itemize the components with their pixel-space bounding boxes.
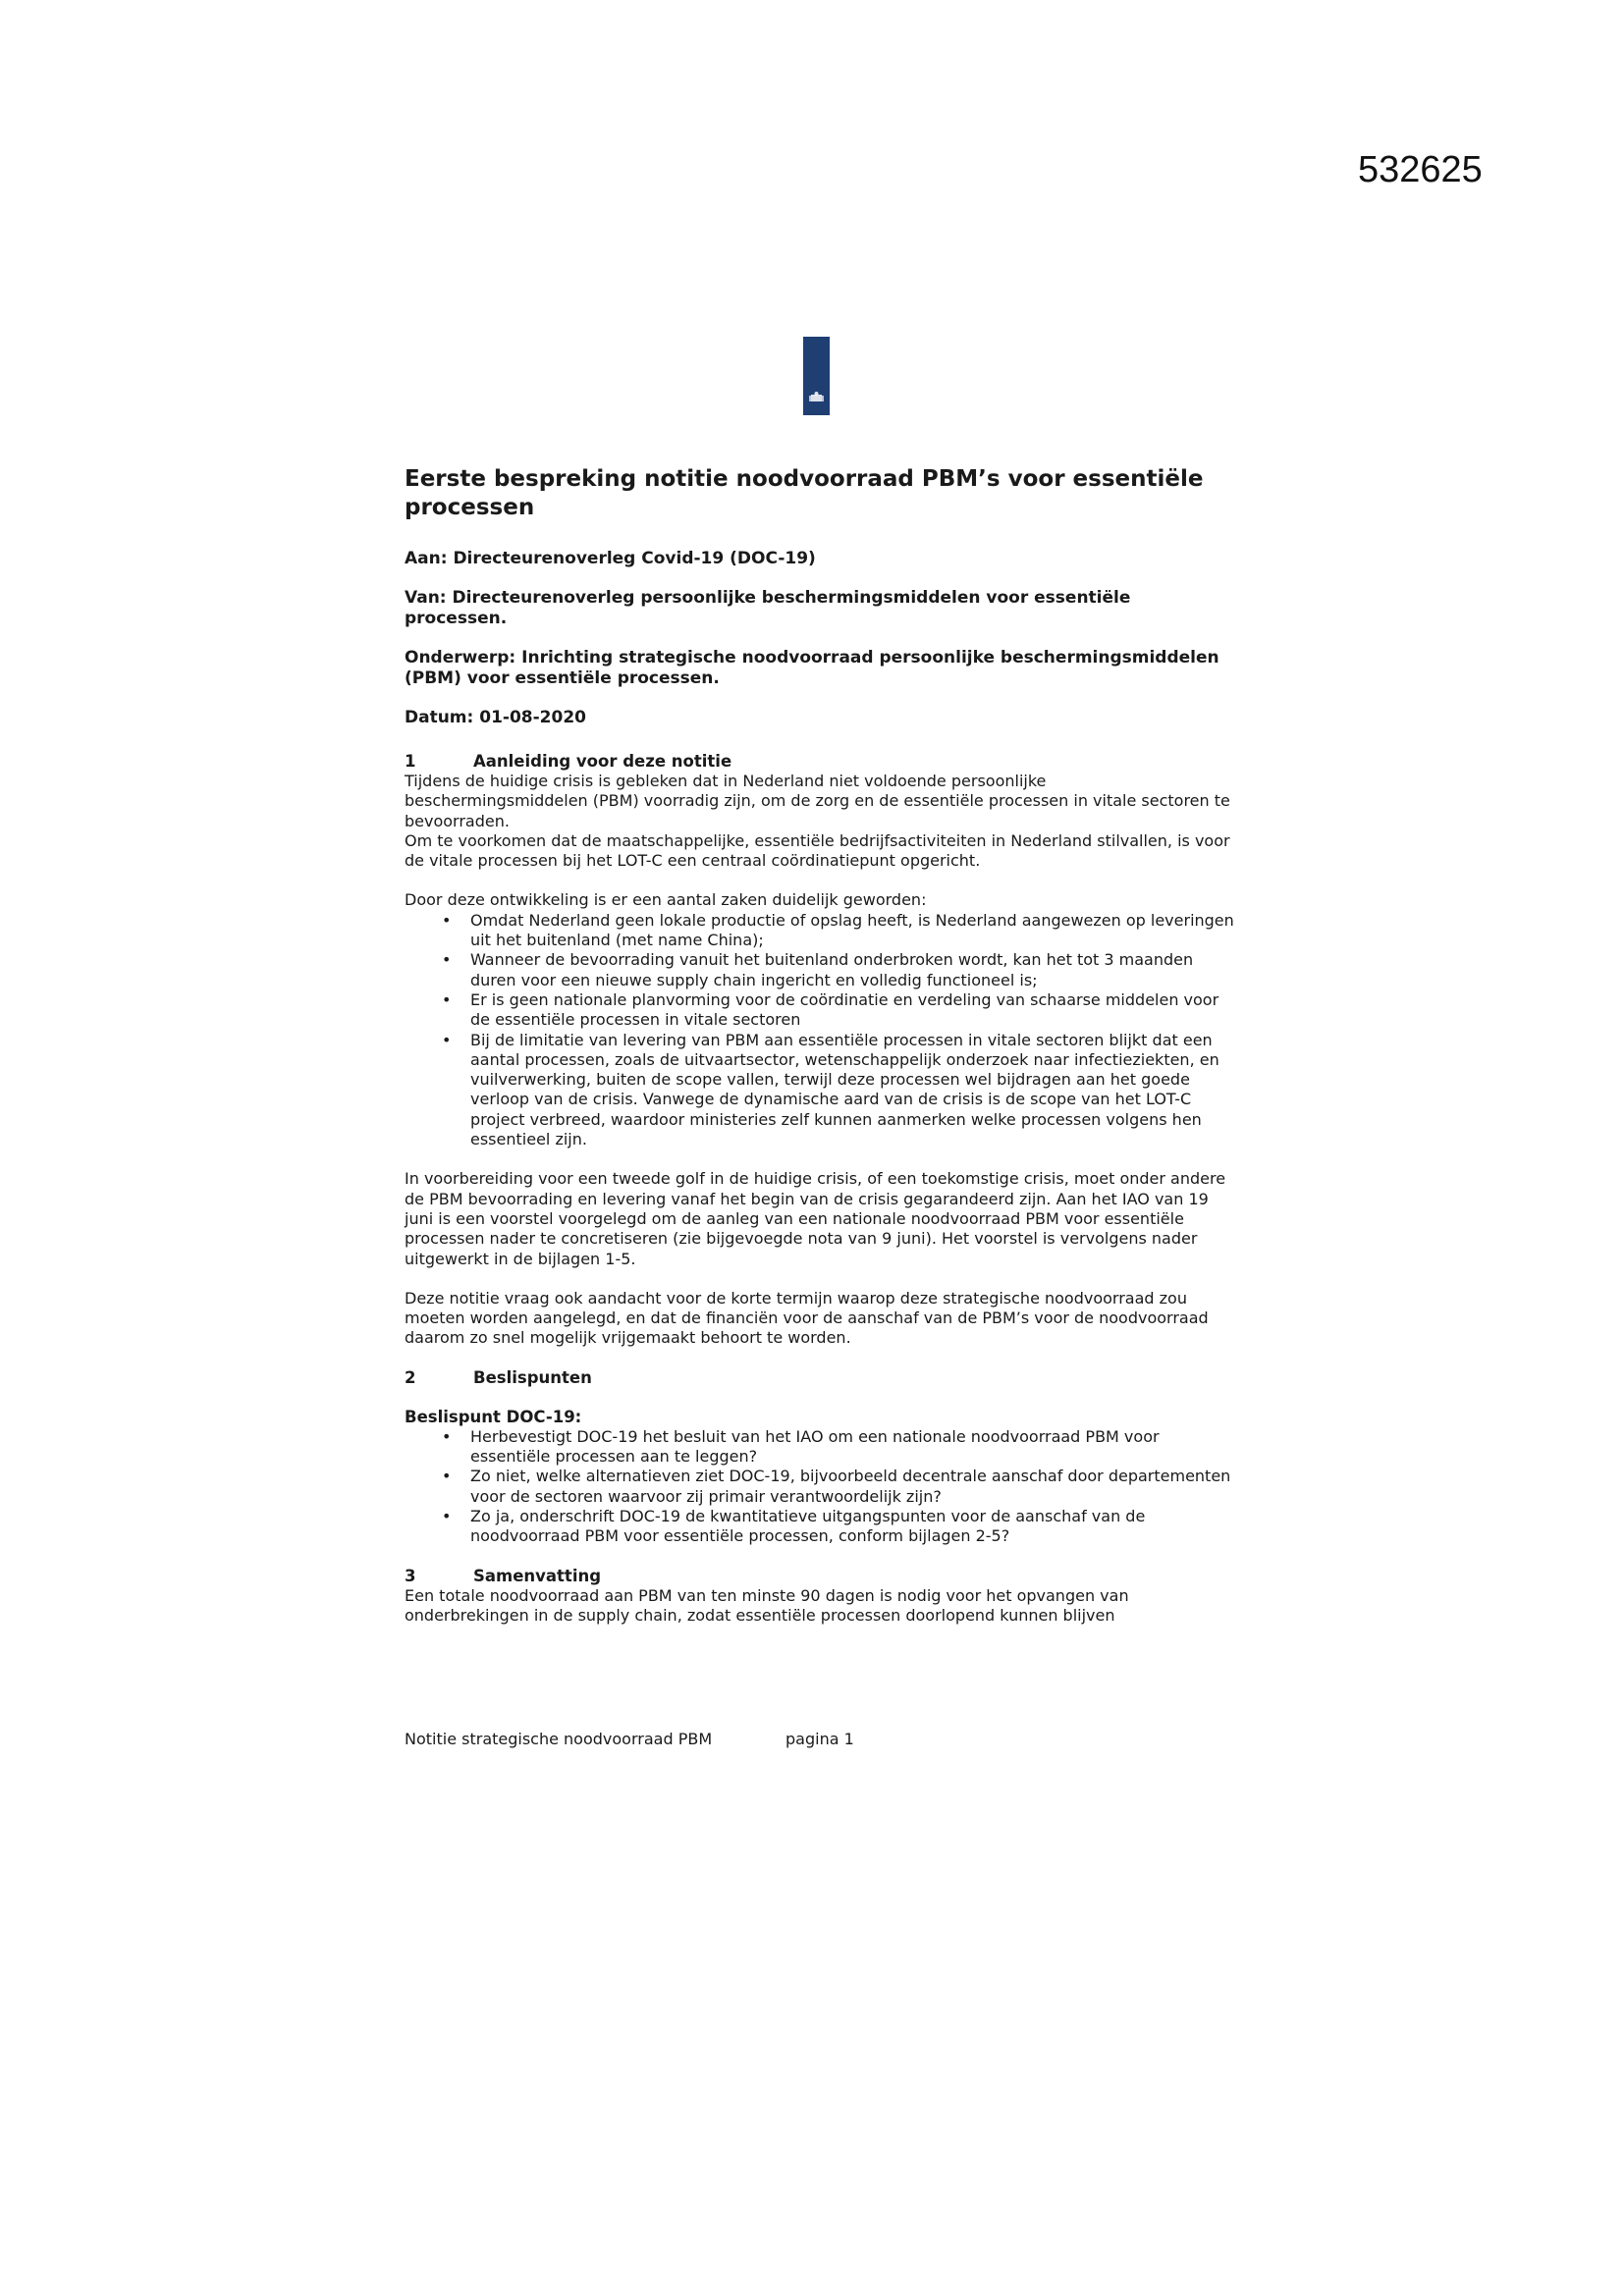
section-3-heading bbox=[405, 1567, 1234, 1586]
section-title: Aanleiding voor deze notitie bbox=[473, 752, 732, 771]
paragraph: Door deze ontwikkeling is er een aantal zaken duidelijk geworden: bbox=[405, 890, 927, 910]
rijksoverheid-logo bbox=[803, 337, 830, 415]
list-item: • Zo niet, welke alternatieven ziet DOC-19, bijvoorbeeld decentrale aanschaf door departementen voor de sectoren waarvoor zij primair verantwoordelijk zijn? bbox=[470, 1467, 1234, 1507]
document-body bbox=[405, 465, 1234, 1626]
section-1-heading bbox=[405, 752, 1234, 772]
section-2-heading bbox=[405, 1368, 1234, 1388]
meta-aan: Aan: Directeurenoverleg Covid-19 (DOC-19) bbox=[405, 549, 816, 568]
decision-subheading: Beslispunt DOC-19: bbox=[405, 1407, 582, 1426]
paragraph: Deze notitie vraag ook aandacht voor de korte termijn waarop deze strategische noodvoorraad zou moeten worden aangelegd, en dat de financiën voor de aanschaf van de PBM’s voor de noodvoorraad daarom zo snel mogelijk vrijgemaakt behoort te worden. bbox=[405, 1288, 1209, 1348]
meta-van: Van: Directeurenoverleg persoonlijke beschermingsmiddelen voor essentiële processen. bbox=[405, 588, 1131, 628]
paragraph: Een totale noodvoorraad aan PBM van ten minste 90 dagen is nodig voor het opvangen van onderbrekingen in de supply chain, zodat essentiële processen doorlopend kunnen blijven bbox=[405, 1585, 1129, 1625]
crest-icon bbox=[809, 391, 824, 403]
list-item: • Bij de limitatie van levering van PBM aan essentiële processen in vitale sectoren blijkt dat een aantal processen, zoals de uitvaartsector, wetenschappelijk onderzoek naar infectieziekten, en vuilverwerking, buiten de scope vallen, terwijl deze processen wel bijdragen aan het goede verloop van de crisis. Vanwege de dynamische aard van de crisis is de scope van het LOT-C project verbreed, waardoor ministeries zelf kunnen aanmerken welke processen volgens hen essentieel zijn. bbox=[470, 1031, 1234, 1150]
footer-title: Notitie strategische noodvoorraad PBM bbox=[405, 1730, 713, 1748]
page-number: pagina 1 bbox=[785, 1730, 854, 1748]
paragraph: Tijdens de huidige crisis is gebleken dat in Nederland niet voldoende persoonlijke beschermingsmiddelen (PBM) voorradig zijn, om de zorg en de essentiële processen in vitale sectoren te bevoorraden. bbox=[405, 772, 1230, 830]
paragraph: In voorbereiding voor een tweede golf in de huidige crisis, of een toekomstige crisis, moet onder andere de PBM bevoorrading en levering vanaf het begin van de crisis gegarandeerd zijn. Aan het IAO van 19 juni is een voorstel voorgelegd om de aanleg van een nationale noodvoorraad PBM voor essentiële processen nader te concretiseren (zie bijgevoegde nota van 9 juni). Het voorstel is vervolgens nader uitgewerkt in de bijlagen 1-5. bbox=[405, 1169, 1226, 1268]
bullet-list bbox=[405, 1427, 1234, 1547]
list-item: • Zo ja, onderschrift DOC-19 de kwantitatieve uitgangspunten voor de aanschaf van de noodvoorraad PBM voor essentiële processen, conform bijlagen 2-5? bbox=[470, 1507, 1234, 1547]
bullet-list bbox=[405, 911, 1234, 1150]
section-title: Beslispunten bbox=[473, 1367, 592, 1387]
section-title: Samenvatting bbox=[473, 1566, 602, 1585]
section-number: 1 bbox=[405, 752, 416, 771]
list-item: • Er is geen nationale planvorming voor de coördinatie en verdeling van schaarse middelen voor de essentiële processen in vitale sectoren bbox=[470, 990, 1234, 1031]
section-number: 3 bbox=[405, 1566, 416, 1585]
meta-datum: Datum: 01-08-2020 bbox=[405, 708, 586, 727]
document-number: 532625 bbox=[1358, 149, 1483, 190]
section-number: 2 bbox=[405, 1367, 416, 1387]
document-title: Eerste bespreking notitie noodvoorraad PBM’s voor essentiële processen bbox=[405, 466, 1204, 520]
paragraph: Om te voorkomen dat de maatschappelijke, essentiële bedrijfsactiviteiten in Nederland stilvallen, is voor de vitale processen bij het LOT-C een centraal coördinatiepunt opgericht. bbox=[405, 830, 1230, 871]
meta-onderwerp: Onderwerp: Inrichting strategische noodvoorraad persoonlijke beschermingsmiddelen (PBM) voor essentiële processen. bbox=[405, 648, 1219, 688]
page-footer bbox=[405, 1730, 854, 1748]
list-item: • Omdat Nederland geen lokale productie of opslag heeft, is Nederland aangewezen op leveringen uit het buitenland (met name China); bbox=[470, 911, 1234, 951]
list-item: • Herbevestigt DOC-19 het besluit van het IAO om een nationale noodvoorraad PBM voor essentiële processen aan te leggen? bbox=[470, 1427, 1234, 1468]
list-item: • Wanneer de bevoorrading vanuit het buitenland onderbroken wordt, kan het tot 3 maanden duren voor een nieuwe supply chain ingericht en volledig functioneel is; bbox=[470, 950, 1234, 990]
